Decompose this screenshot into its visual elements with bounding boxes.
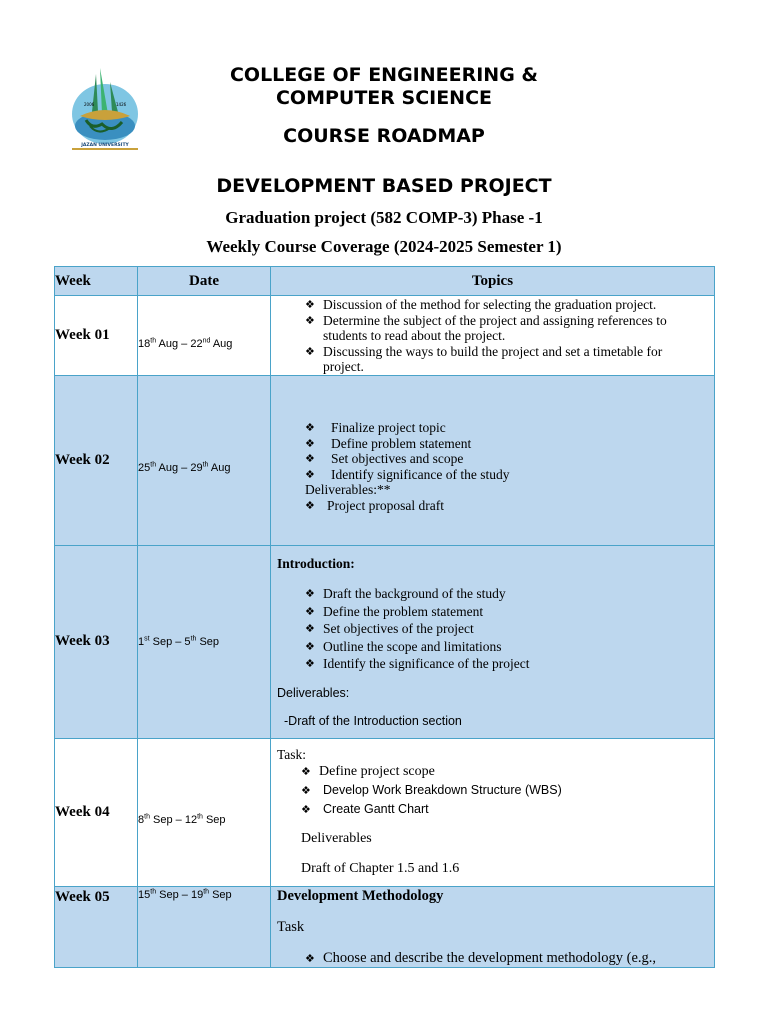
list-item: ❖ Define the problem statement [301, 603, 706, 621]
table-row [55, 738, 715, 886]
table-row [55, 375, 715, 545]
weekly-roadmap-table [54, 266, 715, 968]
deliverables-list [301, 498, 706, 514]
deliverable-text: -Draft of the Introduction section [284, 713, 462, 728]
task-label: Task [277, 918, 305, 935]
topics-cell [271, 296, 715, 376]
course-line: Graduation project (582 COMP-3) Phase -1 [225, 208, 543, 227]
deliverable-text: Draft of Chapter 1.5 and 1.6 [301, 861, 460, 876]
list-item: ❖ Finalize project topic [301, 420, 706, 436]
list-item: ❖ Choose and describe the development methodology (e.g., [301, 950, 706, 967]
college-title-line2: COMPUTER SCIENCE [275, 87, 493, 109]
topics-cell [271, 886, 715, 967]
table-row [55, 545, 715, 738]
project-title: DEVELOPMENT BASED PROJECT [216, 175, 552, 197]
table-row [55, 296, 715, 376]
list-item: ❖ Set objectives and scope [301, 451, 706, 467]
topics-list [301, 420, 706, 482]
coverage-line: Weekly Course Coverage (2024-2025 Semester 1) [206, 237, 562, 256]
date-range: 18th Aug – 22nd Aug [138, 296, 271, 376]
topics-list [301, 950, 706, 967]
list-item: ❖ Develop Work Breakdown Structure (WBS) [297, 781, 706, 800]
deliverables-label: Deliverables: [277, 685, 350, 700]
section-heading: Introduction: [277, 556, 355, 572]
list-item: ❖ Define problem statement [301, 436, 706, 452]
topics-cell [271, 738, 715, 886]
svg-text:2006: 2006 [84, 102, 95, 107]
logo-text: JAZAN UNIVERSITY [81, 143, 129, 148]
week-label: Week 01 [55, 296, 138, 376]
task-label: Task: [277, 747, 307, 762]
list-item: ❖ Determine the subject of the project and assigning references to students to read about the project. [301, 313, 706, 344]
date-range: 25th Aug – 29th Aug [138, 375, 271, 545]
deliverables-label: Deliverables [301, 831, 372, 846]
list-item: ❖ Identify significance of the study [301, 467, 706, 483]
list-item: ❖ Discussing the ways to build the project and set a timetable for project. [301, 344, 706, 375]
list-item: ❖ Draft the background of the study [301, 585, 706, 603]
roadmap-title: COURSE ROADMAP [283, 125, 485, 147]
column-header-topics: Topics [271, 267, 715, 296]
table-row [55, 886, 715, 967]
list-item: ❖ Outline the scope and limitations [301, 638, 706, 656]
date-range: 8th Sep – 12th Sep [138, 738, 271, 886]
topics-list [297, 763, 706, 819]
deliverables-label: Deliverables:** [305, 482, 391, 498]
list-item: ❖ Identify the significance of the project [301, 655, 706, 673]
topics-cell [271, 545, 715, 738]
table-header-row [55, 267, 715, 296]
svg-text:1426: 1426 [116, 102, 127, 107]
list-item: ❖ Create Gantt Chart [297, 800, 706, 819]
section-heading: Development Methodology [277, 887, 444, 904]
list-item: ❖ Discussion of the method for selecting the graduation project. [301, 297, 706, 313]
college-title-line1: COLLEGE OF ENGINEERING & [229, 64, 538, 86]
week-label: Week 04 [55, 738, 138, 886]
column-header-week: Week [55, 267, 138, 296]
date-range: 15th Sep – 19th Sep [138, 886, 271, 967]
topics-list [301, 585, 706, 673]
week-label: Week 02 [55, 375, 138, 545]
date-range: 1st Sep – 5th Sep [138, 545, 271, 738]
topics-list [301, 297, 706, 375]
list-item: ❖ Project proposal draft [301, 498, 706, 514]
topics-cell [271, 375, 715, 545]
list-item: ❖ Set objectives of the project [301, 620, 706, 638]
list-item: ❖ Define project scope [297, 763, 706, 781]
week-label: Week 03 [55, 545, 138, 738]
week-label: Week 05 [55, 886, 138, 967]
column-header-date: Date [138, 267, 271, 296]
